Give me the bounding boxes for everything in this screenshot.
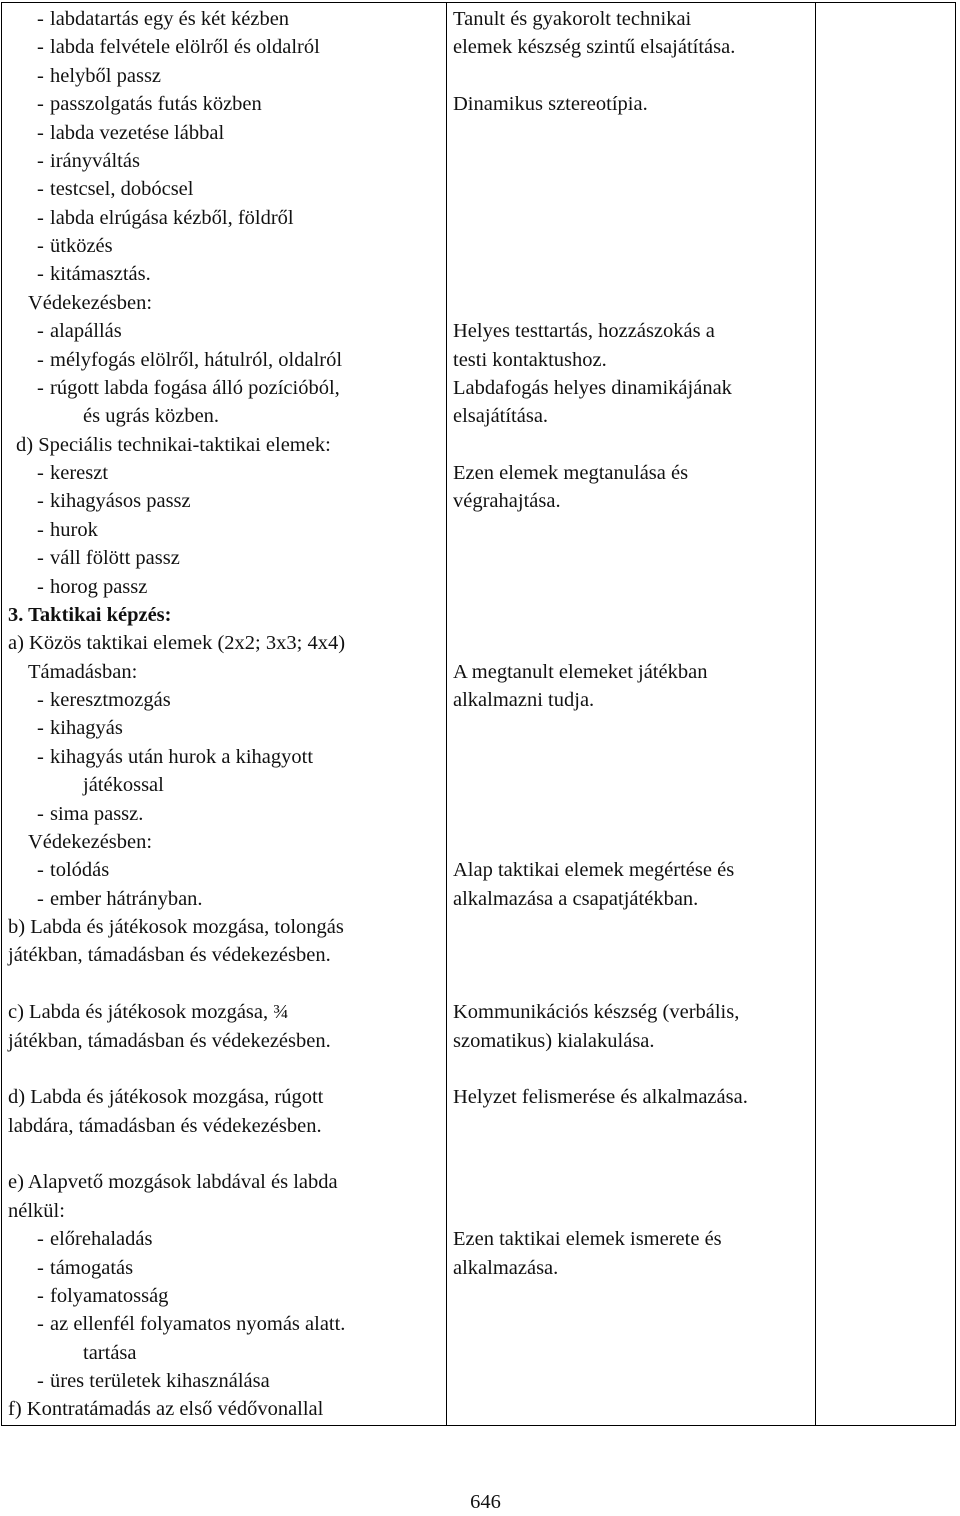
outcome-6-line2: szomatikus) kialakulása. (453, 1029, 655, 1052)
bullet-dash: - (37, 1228, 44, 1251)
list-item-text: horog passz (50, 575, 148, 598)
section-e-line1: e) Alapvető mozgások labdával és labda (8, 1171, 338, 1194)
bullet-dash: - (37, 235, 44, 257)
outcome-2-line2: testi kontaktushoz. (453, 348, 607, 371)
bullet-dash: - (37, 36, 44, 59)
bullet-dash: - (37, 8, 44, 30)
list-item (8, 119, 448, 147)
list-item (8, 175, 448, 203)
list-item-text: labdatartás egy és két kézben (50, 8, 290, 30)
list-item (8, 374, 448, 402)
table-border-left (1, 2, 2, 1426)
list-item (8, 5, 448, 33)
outcome-1-line3: Dinamikus sztereotípia. (453, 93, 648, 116)
bullet-dash: - (37, 1256, 44, 1279)
bullet-dash: - (37, 178, 44, 201)
defense-list (8, 317, 448, 402)
page-number: 646 (470, 1491, 501, 1513)
bullet-dash: - (37, 348, 44, 371)
list-item-text: támogatás (50, 1256, 134, 1279)
bullet-dash: - (37, 802, 44, 825)
outcome-8-line1: Ezen taktikai elemek ismerete és (453, 1228, 722, 1251)
tactical-heading: 3. Taktikai képzés: (8, 603, 172, 626)
list-item-text: ember hátrányban. (50, 887, 203, 910)
outcome-5-line1: Alap taktikai elemek megértése és (453, 859, 735, 882)
bullet-dash: - (37, 1370, 44, 1392)
list-item (8, 62, 448, 90)
section-d-line1: d) Labda és játékosok mozgása, rúgott (8, 1086, 324, 1109)
attack-list-2 (8, 800, 448, 828)
list-item-text: passzolgatás futás közben (50, 93, 262, 116)
list-item-text: keresztmozgás (50, 689, 171, 711)
outcome-1-line1: Tanult és gyakorolt technikai (453, 8, 692, 30)
list-item-text: előrehaladás (50, 1228, 153, 1251)
outcome-2-line3: Labdafogás helyes dinamikájának (453, 376, 732, 399)
list-item (8, 573, 448, 601)
list-item-text: üres területek kihasználása (50, 1370, 270, 1392)
list-item-text: labda vezetése lábbal (50, 121, 225, 144)
list-item-text: kitámasztás. (50, 263, 151, 286)
outcome-4-line2: alkalmazni tudja. (453, 689, 595, 711)
bullet-dash: - (37, 490, 44, 513)
list-item (8, 1225, 448, 1253)
list-item-text: ütközés (50, 235, 113, 257)
list-item-text: irányváltás (50, 149, 140, 172)
movement-list-2 (8, 1367, 448, 1395)
list-item (8, 459, 448, 487)
list-item-text: kihagyás után hurok a kihagyott (50, 745, 314, 768)
list-item (8, 743, 448, 771)
list-item (8, 147, 448, 175)
outcome-8-line2: alkalmazása. (453, 1256, 559, 1279)
list-item-text: testcsel, dobócsel (50, 178, 194, 201)
list-item-text: sima passz. (50, 802, 144, 825)
left-column (8, 5, 448, 1424)
bullet-dash: - (37, 149, 44, 172)
attack-continuation: játékossal (83, 774, 164, 797)
bullet-dash: - (37, 121, 44, 144)
bullet-dash: - (37, 64, 44, 87)
bullet-dash: - (37, 93, 44, 116)
outcome-4-line1: A megtanult elemeket játékban (453, 660, 708, 683)
section-e-line2: nélkül: (8, 1199, 65, 1222)
bullet-dash: - (37, 547, 44, 570)
list-item-text: az ellenfél folyamatos nyomás alatt. (50, 1313, 346, 1336)
list-item-text: kihagyásos passz (50, 490, 191, 513)
bullet-dash: - (37, 745, 44, 768)
list-item-text: folyamatosság (50, 1284, 169, 1307)
list-item-text: kihagyás (50, 717, 123, 740)
bullet-dash: - (37, 320, 44, 343)
list-item (8, 346, 448, 374)
list-item (8, 856, 448, 884)
content-table (1, 2, 956, 1426)
bullet-dash: - (37, 376, 44, 399)
defense2-list (8, 856, 448, 913)
list-item-text: tolódás (50, 859, 110, 882)
right-column (453, 5, 823, 1282)
section-c-line2: játékban, támadásban és védekezésben. (8, 1029, 331, 1052)
list-item (8, 90, 448, 118)
list-item (8, 885, 448, 913)
outcome-6-line1: Kommunikációs készség (verbális, (453, 1001, 740, 1024)
list-item (8, 204, 448, 232)
special-list (8, 459, 448, 601)
section-c-line1: c) Labda és játékosok mozgása, ¾ (8, 1001, 289, 1024)
section-b-line2: játékban, támadásban és védekezésben. (8, 944, 331, 967)
list-item-text: alapállás (50, 320, 122, 343)
list-item (8, 686, 448, 714)
list-item-text: helyből passz (50, 64, 162, 87)
bullet-dash: - (37, 263, 44, 286)
movement-continuation: tartása (83, 1341, 137, 1364)
list-item (8, 232, 448, 260)
section-f-line: f) Kontratámadás az első védővonallal (8, 1398, 324, 1421)
list-item (8, 1254, 448, 1282)
list-item (8, 544, 448, 572)
list-item (8, 487, 448, 515)
attack-list (8, 686, 448, 771)
list-item (8, 516, 448, 544)
bullet-dash: - (37, 575, 44, 598)
list-item (8, 33, 448, 61)
bullet-dash: - (37, 462, 44, 484)
defense-continuation: és ugrás közben. (83, 405, 220, 428)
list-item-text: váll fölött passz (50, 547, 180, 570)
defense-heading: Védekezésben: (28, 291, 153, 314)
special-heading: d) Speciális technikai-taktikai elemek: (16, 433, 331, 456)
outcome-2-line1: Helyes testtartás, hozzászokás a (453, 320, 715, 343)
list-item-text: mélyfogás elölről, hátulról, oldalról (50, 348, 343, 371)
outcome-2-line4: elsajátítása. (453, 405, 549, 428)
bullet-dash: - (37, 518, 44, 541)
list-item (8, 1282, 448, 1310)
outcome-3-line2: végrahajtása. (453, 490, 561, 513)
list-item (8, 714, 448, 742)
list-item (8, 1310, 448, 1338)
tactical-a: a) Közös taktikai elemek (2x2; 3x3; 4x4) (8, 632, 346, 655)
table-border-right (955, 2, 956, 1426)
defense2-heading: Védekezésben: (28, 830, 153, 853)
list-item-text: kereszt (50, 462, 109, 484)
list-item-text: hurok (50, 518, 98, 541)
bullet-dash: - (37, 717, 44, 740)
list-item-text: labda felvétele elölről és oldalról (50, 36, 320, 59)
bullet-dash: - (37, 1284, 44, 1307)
bullet-dash: - (37, 859, 44, 882)
list-item (8, 1367, 448, 1395)
list-item (8, 800, 448, 828)
section-b-line1: b) Labda és játékosok mozgása, tolongás (8, 916, 344, 938)
bullet-dash: - (37, 1313, 44, 1336)
movement-list (8, 1225, 448, 1339)
attack-heading: Támadásban: (28, 660, 138, 683)
list-item (8, 260, 448, 288)
list-item-text: rúgott labda fogása álló pozícióból, (50, 376, 340, 399)
outcome-7-line1: Helyzet felismerése és alkalmazása. (453, 1086, 748, 1109)
list-item (8, 317, 448, 345)
outcome-3-line1: Ezen elemek megtanulása és (453, 462, 689, 484)
outcome-5-line2: alkalmazása a csapatjátékban. (453, 887, 699, 910)
technique-list (8, 5, 448, 289)
bullet-dash: - (37, 689, 44, 711)
bullet-dash: - (37, 206, 44, 229)
section-d-line2: labdára, támadásban és védekezésben. (8, 1114, 322, 1137)
list-item-text: labda elrúgása kézből, földről (50, 206, 294, 229)
outcome-1-line2: elemek készség szintű elsajátítása. (453, 36, 736, 59)
table-border-top (1, 2, 956, 3)
bullet-dash: - (37, 887, 44, 910)
table-border-bottom (1, 1425, 956, 1426)
